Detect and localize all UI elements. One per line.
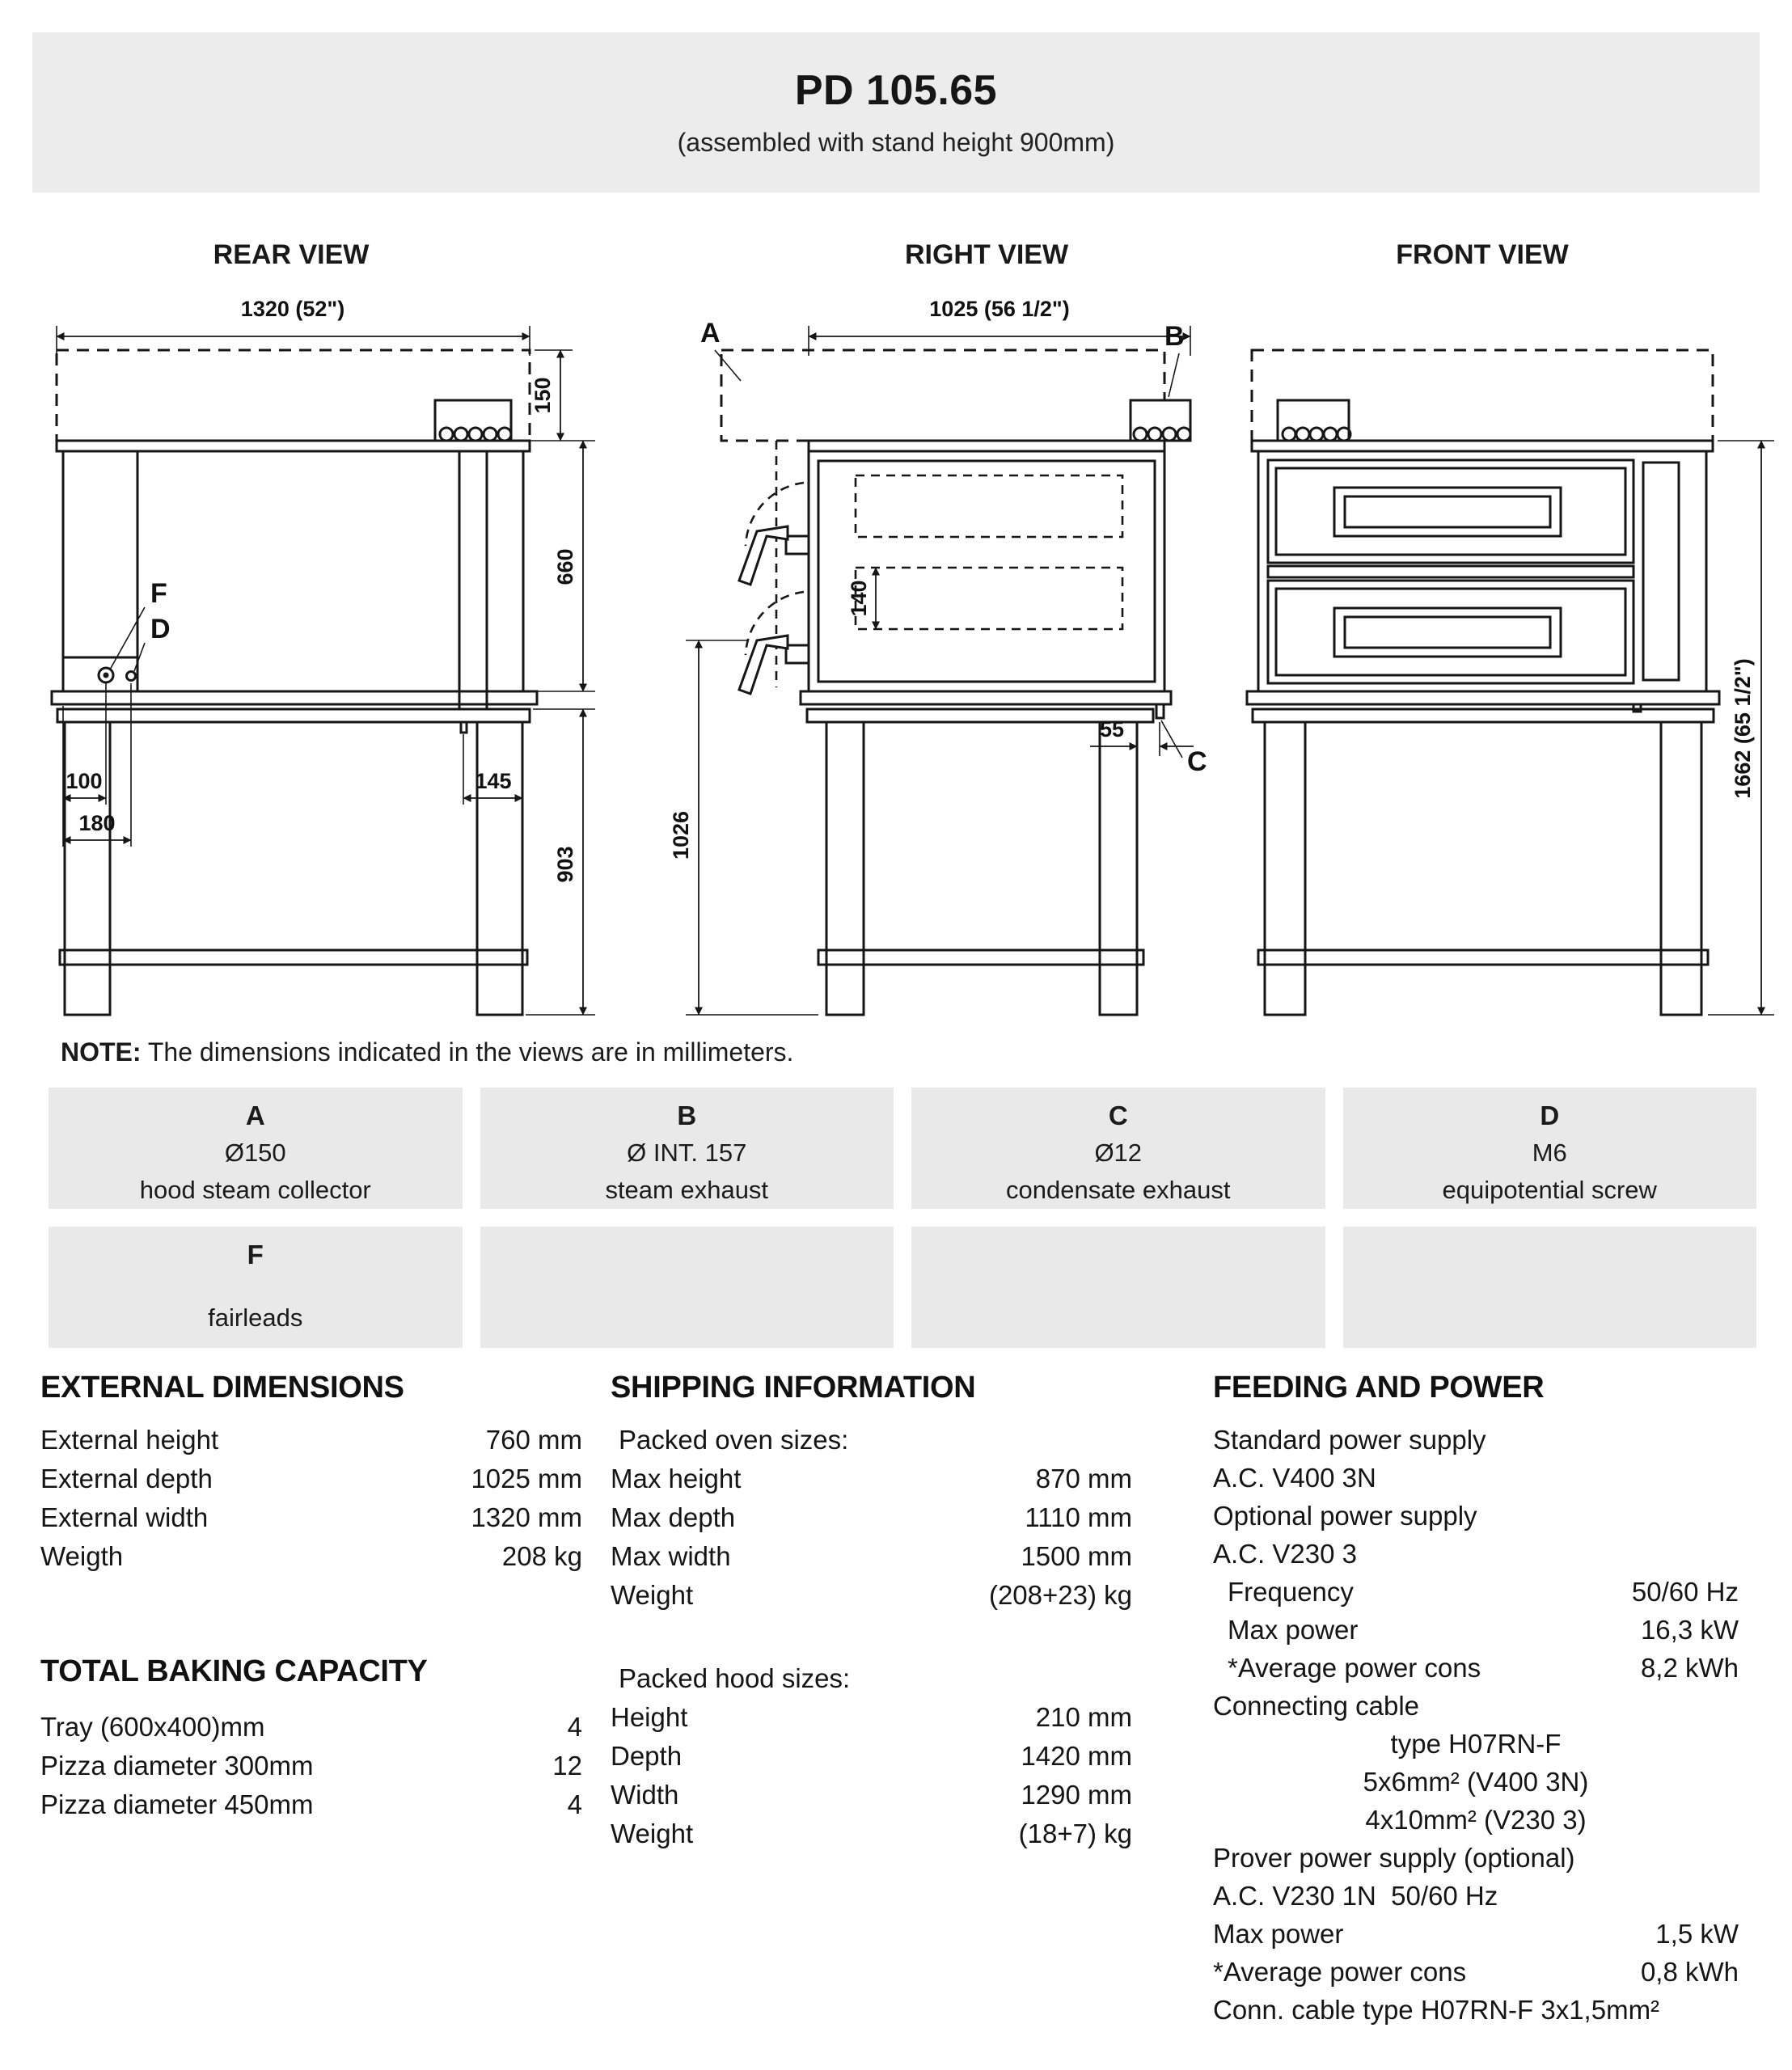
spec-label: Connecting cable <box>1213 1691 1420 1721</box>
power-line <box>1213 1839 1739 1877</box>
spec-label: Max power <box>1213 1919 1344 1949</box>
lower-door-handle <box>739 592 809 694</box>
upper-deck-window <box>1334 488 1561 536</box>
spec-value: 4 <box>567 1712 582 1742</box>
deck-divider <box>1268 566 1634 577</box>
page-title: PD 105.65 <box>794 67 998 114</box>
front-total-height-dimension <box>1708 441 1774 1015</box>
rear-width-dimension <box>57 297 530 356</box>
power-line <box>1213 1877 1739 1915</box>
dim-label: 55 <box>1099 717 1125 741</box>
spec-value: (18+7) kg <box>1018 1819 1132 1848</box>
power-line <box>1213 1459 1739 1497</box>
header-band <box>32 32 1760 192</box>
group-heading: Packed oven sizes: <box>619 1425 849 1455</box>
baking-capacity-rows <box>40 1708 582 1824</box>
spec-label: Frequency <box>1228 1577 1354 1607</box>
spec-label: Width <box>611 1780 679 1810</box>
legend-cell-empty <box>1343 1227 1757 1348</box>
spec-label: Conn. cable type H07RN-F 3x1,5mm² <box>1213 1995 1660 2025</box>
power-rows <box>1213 1421 1739 2029</box>
power-line <box>1213 1649 1739 1687</box>
spec-label: Tray (600x400)mm <box>40 1712 265 1742</box>
dim-label: 1026 <box>669 810 693 860</box>
rear-fairlead-dimension-180 <box>63 683 131 847</box>
terminal-box <box>1131 400 1190 441</box>
spec-row <box>40 1498 582 1537</box>
packed-oven-rows <box>611 1421 1132 1615</box>
external-dimensions-rows <box>40 1421 582 1576</box>
spec-value: 12 <box>552 1751 582 1781</box>
front-view-title: FRONT VIEW <box>1396 239 1569 270</box>
right-view-drawing <box>647 279 1213 1015</box>
power-line <box>1213 1991 1739 2029</box>
spec-value: 0,8 kWh <box>1640 1957 1739 1987</box>
note <box>61 1037 793 1067</box>
spec-value: 1,5 kW <box>1655 1919 1739 1949</box>
dim-label: 140 <box>847 580 871 617</box>
spec-row <box>40 1708 582 1747</box>
spec-value: 1500 mm <box>1021 1541 1132 1571</box>
legend-value: M6 <box>1532 1138 1567 1167</box>
spec-value: 1025 mm <box>471 1464 582 1493</box>
oven-body <box>801 441 1171 704</box>
upper-deck-door <box>1268 460 1634 563</box>
legend-cell-b <box>480 1088 894 1209</box>
power-line <box>1213 1725 1739 1763</box>
legend-cell-f <box>49 1227 463 1348</box>
legend-description: equipotential screw <box>1442 1176 1657 1204</box>
legend-description: condensate exhaust <box>1006 1176 1231 1204</box>
spec-row <box>611 1814 1132 1853</box>
callout-c <box>1161 720 1207 777</box>
upper-door-handle <box>739 483 809 585</box>
spec-label: *Average power cons <box>1228 1653 1481 1683</box>
callout-d <box>134 614 171 671</box>
spec-label: Pizza diameter 300mm <box>40 1751 314 1781</box>
control-panel-strip <box>1643 463 1679 680</box>
power-line <box>1213 1535 1739 1573</box>
note-label: NOTE: <box>61 1037 142 1067</box>
spec-row <box>611 1576 1132 1615</box>
callout-letter: C <box>1187 746 1207 777</box>
legend-cell-a <box>49 1088 463 1209</box>
section-title-power: FEEDING AND POWER <box>1213 1371 1545 1405</box>
page-subtitle: (assembled with stand height 900mm) <box>677 128 1115 157</box>
legend-cell-d <box>1343 1088 1757 1209</box>
spec-value: 1290 mm <box>1021 1780 1132 1810</box>
legend-value: Ø150 <box>224 1138 286 1167</box>
spec-label: Max width <box>611 1541 731 1571</box>
power-line <box>1213 1915 1739 1953</box>
callout-letter: F <box>150 578 167 609</box>
right-handle-floor-dimension <box>669 640 818 1015</box>
right-view-title: RIGHT VIEW <box>904 239 1069 270</box>
spec-label: Optional power supply <box>1213 1501 1477 1531</box>
section-title-baking-capacity: TOTAL BAKING CAPACITY <box>40 1654 428 1688</box>
section-title-external-dimensions: EXTERNAL DIMENSIONS <box>40 1371 404 1405</box>
lower-deck-door <box>1268 581 1634 683</box>
legend-cell-c <box>911 1088 1325 1209</box>
spec-value: 4 <box>567 1789 582 1819</box>
power-line <box>1213 1611 1739 1649</box>
stand <box>807 709 1153 1015</box>
spec-row <box>40 1460 582 1498</box>
spec-label: Weigth <box>40 1541 124 1571</box>
dim-label: 180 <box>78 811 116 835</box>
power-line <box>1213 1573 1739 1611</box>
spec-value: 16,3 kW <box>1640 1615 1739 1645</box>
note-text: The dimensions indicated in the views are in millimeters. <box>141 1037 794 1067</box>
spec-row <box>40 1537 582 1576</box>
spec-row <box>611 1737 1132 1776</box>
spec-label: type H07RN-F <box>1390 1729 1562 1759</box>
power-line <box>1213 1421 1739 1459</box>
power-line <box>1213 1497 1739 1535</box>
rear-view-drawing <box>24 279 623 1015</box>
spec-value: 208 kg <box>501 1541 582 1571</box>
spec-label: A.C. V400 3N <box>1213 1463 1376 1493</box>
legend-cell-empty <box>911 1227 1325 1348</box>
front-view-drawing <box>1213 279 1779 1015</box>
spec-label: Standard power supply <box>1213 1425 1486 1455</box>
rear-stand-height-dimension <box>526 709 595 1015</box>
spec-row <box>611 1460 1132 1498</box>
dim-label: 150 <box>530 377 555 414</box>
legend-description: steam exhaust <box>605 1176 769 1204</box>
legend-table <box>49 1088 1756 1348</box>
spec-row <box>40 1421 582 1460</box>
condensate-pipe <box>1156 704 1164 718</box>
lower-chamber <box>856 568 1122 629</box>
spec-label: *Average power cons <box>1213 1957 1467 1987</box>
legend-value: Ø12 <box>1094 1138 1143 1167</box>
lower-deck-window <box>1334 608 1561 657</box>
dim-label: 903 <box>553 846 577 883</box>
rear-drain-dimension-145 <box>463 734 522 805</box>
dim-label: 145 <box>475 769 512 793</box>
equipotential-screw-hole <box>127 672 136 681</box>
spec-label: Height <box>611 1702 688 1732</box>
section-title-shipping: SHIPPING INFORMATION <box>611 1371 976 1405</box>
spec-row <box>611 1776 1132 1814</box>
callout-letter: D <box>150 614 171 644</box>
terminal-box <box>435 400 511 441</box>
stand <box>1253 709 1714 1015</box>
oven-body <box>1247 441 1719 712</box>
spec-value: 50/60 Hz <box>1631 1577 1739 1607</box>
spec-value: 1420 mm <box>1021 1741 1132 1771</box>
spec-label: External depth <box>40 1464 213 1493</box>
spec-label: 5x6mm² (V400 3N) <box>1363 1767 1589 1797</box>
spec-label: Max depth <box>611 1502 736 1532</box>
dim-label: 1320 (52") <box>240 297 345 321</box>
legend-letter: D <box>1540 1100 1560 1130</box>
packed-hood-rows <box>611 1659 1132 1853</box>
power-line <box>1213 1763 1739 1801</box>
dim-label: 1662 (65 1/2") <box>1731 658 1755 799</box>
legend-letter: C <box>1108 1100 1128 1130</box>
callout-letter: B <box>1164 321 1185 352</box>
spec-label: Max power <box>1228 1615 1359 1645</box>
power-line <box>1213 1687 1739 1725</box>
legend-letter: B <box>677 1100 697 1130</box>
legend-cell-empty <box>480 1227 894 1348</box>
callout-letter: A <box>700 318 721 349</box>
spec-label: A.C. V230 3 <box>1213 1539 1357 1569</box>
stand <box>57 709 530 1015</box>
dim-label: 660 <box>553 548 577 585</box>
spec-label: Max height <box>611 1464 742 1493</box>
legend-letter: F <box>247 1240 264 1269</box>
spec-label: Depth <box>611 1741 683 1771</box>
spec-value: 8,2 kWh <box>1640 1653 1739 1683</box>
rear-view-title: REAR VIEW <box>213 239 370 270</box>
spec-label: External height <box>40 1425 219 1455</box>
upper-chamber <box>856 475 1122 537</box>
chamber-height-dimension <box>847 568 876 629</box>
power-line <box>1213 1953 1739 1991</box>
rear-hood-height-dimension <box>528 350 595 441</box>
legend-description: hood steam collector <box>139 1176 371 1204</box>
spec-row <box>611 1698 1132 1737</box>
spec-label: Weight <box>611 1819 694 1848</box>
callout-a <box>700 318 741 381</box>
spec-value: 1320 mm <box>471 1502 582 1532</box>
rear-body-height-dimension <box>526 441 595 691</box>
spec-label: External width <box>40 1502 209 1532</box>
spec-label: Prover power supply (optional) <box>1213 1843 1575 1873</box>
spec-value: 870 mm <box>1035 1464 1132 1493</box>
callout-b <box>1164 321 1185 397</box>
spec-value: 1110 mm <box>1025 1502 1132 1532</box>
group-heading: Packed hood sizes: <box>619 1663 851 1693</box>
power-line <box>1213 1801 1739 1839</box>
drain-tick <box>461 722 467 733</box>
spec-value: 760 mm <box>485 1425 582 1455</box>
spec-label: Weight <box>611 1580 694 1610</box>
oven-body <box>52 441 537 709</box>
terminal-box <box>1278 400 1350 441</box>
spec-label: Pizza diameter 450mm <box>40 1789 314 1819</box>
spec-row <box>611 1537 1132 1576</box>
dim-label: 1025 (56 1/2") <box>929 297 1070 321</box>
spec-label: 4x10mm² (V230 3) <box>1365 1805 1587 1835</box>
spec-row <box>40 1785 582 1824</box>
legend-description: fairleads <box>208 1303 303 1332</box>
dim-label: 100 <box>66 769 103 793</box>
spec-row <box>611 1498 1132 1537</box>
hood-outline <box>721 350 1164 441</box>
spec-label: A.C. V230 1N 50/60 Hz <box>1213 1881 1498 1911</box>
right-depth-dimension <box>809 297 1190 356</box>
legend-letter: A <box>245 1100 265 1130</box>
spec-row <box>40 1747 582 1785</box>
spec-value: (208+23) kg <box>988 1580 1132 1610</box>
spec-value: 210 mm <box>1035 1702 1132 1732</box>
legend-value: Ø INT. 157 <box>627 1138 747 1167</box>
